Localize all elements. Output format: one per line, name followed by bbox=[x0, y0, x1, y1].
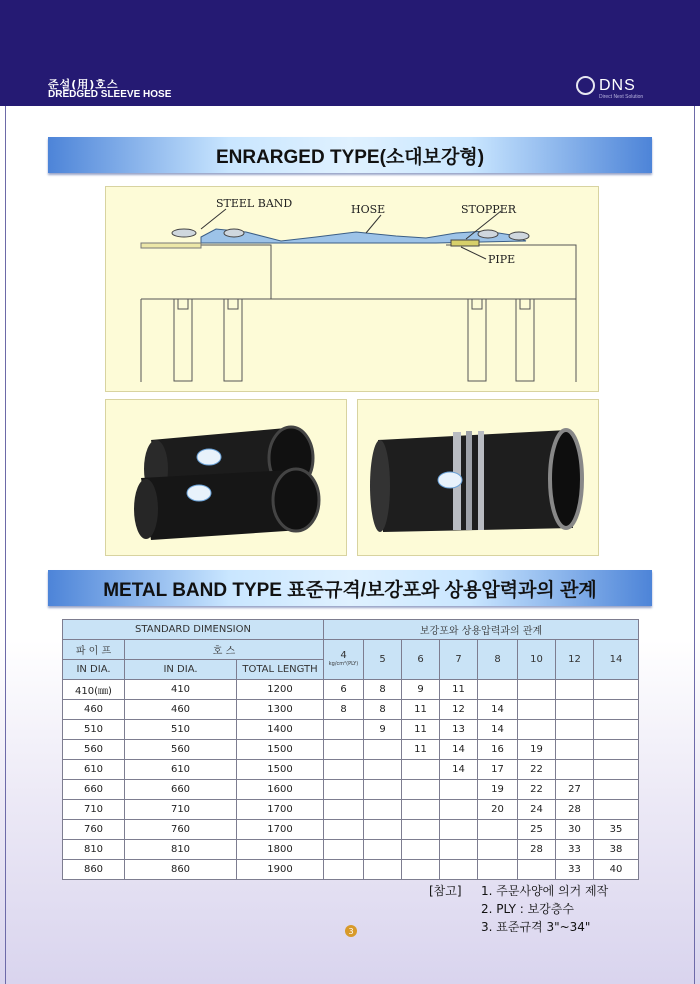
pressure-cell bbox=[364, 740, 402, 760]
pressure-cell: 14 bbox=[440, 760, 478, 780]
pressure-cell: 33 bbox=[556, 860, 594, 880]
pressure-cell: 19 bbox=[518, 740, 556, 760]
pressure-cell bbox=[440, 780, 478, 800]
total-length-cell: 1700 bbox=[237, 820, 324, 840]
header-hose: 호 스 bbox=[125, 640, 324, 660]
table-row bbox=[63, 840, 639, 860]
label-pipe: PIPE bbox=[488, 253, 516, 266]
total-length-cell: 1900 bbox=[237, 860, 324, 880]
pipe-dia-cell: 610 bbox=[63, 760, 125, 780]
pressure-cell bbox=[324, 860, 364, 880]
hose-dia-cell: 860 bbox=[125, 860, 237, 880]
right-frame-line bbox=[694, 106, 695, 984]
pipe-dia-cell: 410(㎜) bbox=[63, 680, 125, 700]
table-row bbox=[63, 820, 639, 840]
pressure-cell bbox=[440, 860, 478, 880]
pressure-cell: 38 bbox=[594, 840, 639, 860]
pressure-cell: 28 bbox=[556, 800, 594, 820]
pressure-cell: 40 bbox=[594, 860, 639, 880]
pressure-cell bbox=[518, 860, 556, 880]
pressure-cell bbox=[402, 760, 440, 780]
header-standard-dimension: STANDARD DIMENSION bbox=[63, 620, 324, 640]
pipe-dia-cell: 460 bbox=[63, 700, 125, 720]
page-header bbox=[0, 0, 700, 106]
pressure-cell bbox=[324, 820, 364, 840]
header-title-english: DREDGED SLEEVE HOSE bbox=[48, 89, 172, 100]
hose-dia-cell: 610 bbox=[125, 760, 237, 780]
header-ply-col: 10 bbox=[518, 640, 556, 680]
pressure-cell: 11 bbox=[402, 740, 440, 760]
company-logo bbox=[576, 76, 636, 95]
section-title-enlarged-type: ENRARGED TYPE(소대보강형) bbox=[48, 137, 652, 173]
total-length-cell: 1700 bbox=[237, 800, 324, 820]
pressure-cell: 14 bbox=[440, 740, 478, 760]
logo-subtitle: Direct Next Solution bbox=[599, 94, 644, 100]
table-row bbox=[63, 680, 639, 700]
notes-label: [참고] bbox=[429, 884, 462, 898]
section-title-metal-band-type: METAL BAND TYPE 표준규격/보강포와 상용압력과의 관계 bbox=[48, 570, 652, 606]
total-length-cell: 1300 bbox=[237, 700, 324, 720]
pressure-cell bbox=[518, 720, 556, 740]
pressure-cell bbox=[594, 780, 639, 800]
pressure-cell bbox=[324, 780, 364, 800]
pressure-cell: 13 bbox=[440, 720, 478, 740]
header-title-korean: 준설(用)호스 bbox=[48, 78, 119, 91]
pipe-dia-cell: 710 bbox=[63, 800, 125, 820]
pressure-cell bbox=[364, 800, 402, 820]
pressure-cell: 11 bbox=[402, 720, 440, 740]
pressure-cell bbox=[364, 840, 402, 860]
pressure-cell bbox=[556, 700, 594, 720]
total-length-cell: 1200 bbox=[237, 680, 324, 700]
pressure-cell: 22 bbox=[518, 780, 556, 800]
hose-photo-right bbox=[357, 399, 599, 556]
pressure-cell: 9 bbox=[364, 720, 402, 740]
pressure-cell: 11 bbox=[402, 700, 440, 720]
pressure-cell bbox=[478, 840, 518, 860]
ply-unit: kg/cm²(PLY) bbox=[328, 661, 359, 667]
pressure-cell: 20 bbox=[478, 800, 518, 820]
pressure-cell bbox=[556, 740, 594, 760]
total-length-cell: 1800 bbox=[237, 840, 324, 860]
hose-dia-cell: 760 bbox=[125, 820, 237, 840]
pressure-cell bbox=[364, 860, 402, 880]
pressure-cell bbox=[402, 800, 440, 820]
pressure-cell bbox=[324, 720, 364, 740]
pressure-cell bbox=[324, 740, 364, 760]
label-stopper: STOPPER bbox=[461, 203, 517, 216]
hose-dia-cell: 710 bbox=[125, 800, 237, 820]
hose-dia-cell: 560 bbox=[125, 740, 237, 760]
header-ply-col: 6 bbox=[402, 640, 440, 680]
pressure-cell bbox=[402, 840, 440, 860]
logo-mark-icon bbox=[576, 76, 595, 95]
pressure-cell bbox=[594, 700, 639, 720]
pressure-cell bbox=[556, 760, 594, 780]
total-length-cell: 1500 bbox=[237, 760, 324, 780]
pipe-dia-cell: 560 bbox=[63, 740, 125, 760]
notes-block bbox=[429, 882, 608, 936]
pressure-cell bbox=[402, 860, 440, 880]
pressure-cell bbox=[324, 800, 364, 820]
pipe-dia-cell: 760 bbox=[63, 820, 125, 840]
ply-4-value: 4 bbox=[340, 650, 347, 661]
pressure-cell: 35 bbox=[594, 820, 639, 840]
hose-dia-cell: 660 bbox=[125, 780, 237, 800]
pressure-cell bbox=[518, 680, 556, 700]
pressure-cell bbox=[556, 680, 594, 700]
pressure-cell bbox=[594, 680, 639, 700]
header-ply-col: 5 bbox=[364, 640, 402, 680]
pressure-cell bbox=[364, 820, 402, 840]
total-length-cell: 1500 bbox=[237, 740, 324, 760]
left-frame-line bbox=[5, 106, 6, 984]
diagram-drawing bbox=[106, 187, 598, 391]
pressure-cell bbox=[440, 820, 478, 840]
pressure-cell bbox=[402, 780, 440, 800]
pressure-cell bbox=[594, 760, 639, 780]
pressure-cell bbox=[594, 800, 639, 820]
pressure-cell bbox=[402, 820, 440, 840]
standard-dimension-table bbox=[62, 619, 639, 880]
pressure-cell: 9 bbox=[402, 680, 440, 700]
logo-text: DNS bbox=[599, 76, 636, 94]
header-pressure-relation: 보강포와 상용압력과의 관계 bbox=[324, 620, 639, 640]
pressure-cell: 27 bbox=[556, 780, 594, 800]
total-length-cell: 1400 bbox=[237, 720, 324, 740]
header-ply-col: 8 bbox=[478, 640, 518, 680]
pressure-cell: 8 bbox=[364, 680, 402, 700]
table-row bbox=[63, 860, 639, 880]
hose-photo-left bbox=[105, 399, 347, 556]
table-row bbox=[63, 700, 639, 720]
hose-dia-cell: 510 bbox=[125, 720, 237, 740]
pressure-cell bbox=[440, 800, 478, 820]
header-ply-col: 12 bbox=[556, 640, 594, 680]
pressure-cell: 17 bbox=[478, 760, 518, 780]
pressure-cell: 16 bbox=[478, 740, 518, 760]
note-item: 1. 주문사양에 의거 제작 bbox=[481, 884, 609, 898]
pressure-cell: 12 bbox=[440, 700, 478, 720]
pressure-cell bbox=[594, 740, 639, 760]
pressure-cell bbox=[324, 760, 364, 780]
pressure-cell: 14 bbox=[478, 720, 518, 740]
header-ply-4 bbox=[324, 640, 364, 680]
table-row bbox=[63, 720, 639, 740]
label-steel-band: STEEL BAND bbox=[216, 197, 293, 210]
label-hose: HOSE bbox=[351, 203, 386, 216]
table-row bbox=[63, 740, 639, 760]
pressure-cell bbox=[440, 840, 478, 860]
pressure-cell bbox=[364, 780, 402, 800]
pressure-cell bbox=[364, 760, 402, 780]
header-pipe-in-dia: IN DIA. bbox=[63, 660, 125, 680]
pressure-cell: 24 bbox=[518, 800, 556, 820]
pressure-cell: 22 bbox=[518, 760, 556, 780]
page-number-badge: 3 bbox=[345, 925, 357, 937]
header-total-length: TOTAL LENGTH bbox=[237, 660, 324, 680]
header-ply-col: 14 bbox=[594, 640, 639, 680]
pressure-cell: 11 bbox=[440, 680, 478, 700]
pressure-cell: 25 bbox=[518, 820, 556, 840]
hose-dia-cell: 810 bbox=[125, 840, 237, 860]
hose-connection-diagram bbox=[105, 186, 599, 392]
hose-dia-cell: 460 bbox=[125, 700, 237, 720]
pressure-cell: 19 bbox=[478, 780, 518, 800]
table-row bbox=[63, 800, 639, 820]
pressure-cell bbox=[518, 700, 556, 720]
pressure-cell: 28 bbox=[518, 840, 556, 860]
pressure-cell: 8 bbox=[324, 700, 364, 720]
pipe-dia-cell: 510 bbox=[63, 720, 125, 740]
header-hose-in-dia: IN DIA. bbox=[125, 660, 237, 680]
pipe-dia-cell: 660 bbox=[63, 780, 125, 800]
pressure-cell: 8 bbox=[364, 700, 402, 720]
pressure-cell: 14 bbox=[478, 700, 518, 720]
pressure-cell: 30 bbox=[556, 820, 594, 840]
pressure-cell: 6 bbox=[324, 680, 364, 700]
pressure-cell bbox=[594, 720, 639, 740]
pressure-cell bbox=[478, 860, 518, 880]
note-item: 3. 표준규격 3"~34" bbox=[481, 920, 591, 934]
pipe-dia-cell: 810 bbox=[63, 840, 125, 860]
table-row bbox=[63, 760, 639, 780]
pressure-cell bbox=[556, 720, 594, 740]
total-length-cell: 1600 bbox=[237, 780, 324, 800]
pressure-cell bbox=[478, 820, 518, 840]
pressure-cell bbox=[478, 680, 518, 700]
pressure-cell bbox=[324, 840, 364, 860]
header-pipe: 파 이 프 bbox=[63, 640, 125, 660]
hose-dia-cell: 410 bbox=[125, 680, 237, 700]
note-item: 2. PLY : 보강층수 bbox=[481, 902, 574, 916]
header-ply-col: 7 bbox=[440, 640, 478, 680]
pipe-dia-cell: 860 bbox=[63, 860, 125, 880]
table-row bbox=[63, 780, 639, 800]
pressure-cell: 33 bbox=[556, 840, 594, 860]
